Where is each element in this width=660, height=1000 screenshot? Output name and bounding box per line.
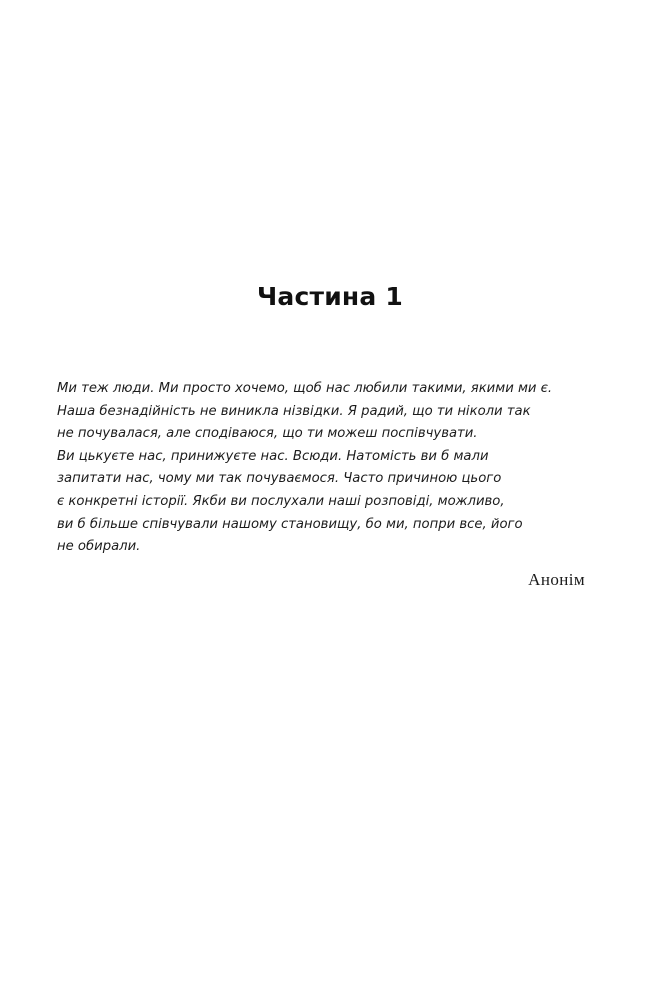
epigraph-line: не почувалася, але сподіваюся, що ти можеш поспівчувати.	[57, 426, 478, 442]
page-title: Частина 1	[257, 282, 403, 311]
epigraph-line: є конкретні історії. Якби ви послухали наші розповіді, можливо,	[57, 493, 505, 509]
epigraph-line: Наша безнадійність не виникла нізвідки. Я радий, що ти ніколи так	[57, 403, 531, 419]
epigraph-line: Ми теж люди. Ми просто хочемо, щоб нас любили такими, якими ми є.	[57, 381, 553, 396]
epigraph-attribution: Анонім	[528, 570, 585, 589]
epigraph-block	[57, 378, 587, 559]
epigraph-line: запитати нас, чому ми так почуваємося. Часто причиною цього	[57, 471, 502, 487]
epigraph-line: Ви цькуєте нас, принижуєте нас. Всюди. Натомість ви б мали	[57, 448, 489, 464]
epigraph-line: ви б більше співчували нашому становищу, бо ми, попри все, його	[57, 516, 523, 532]
epigraph-line: не обирали.	[57, 539, 141, 555]
